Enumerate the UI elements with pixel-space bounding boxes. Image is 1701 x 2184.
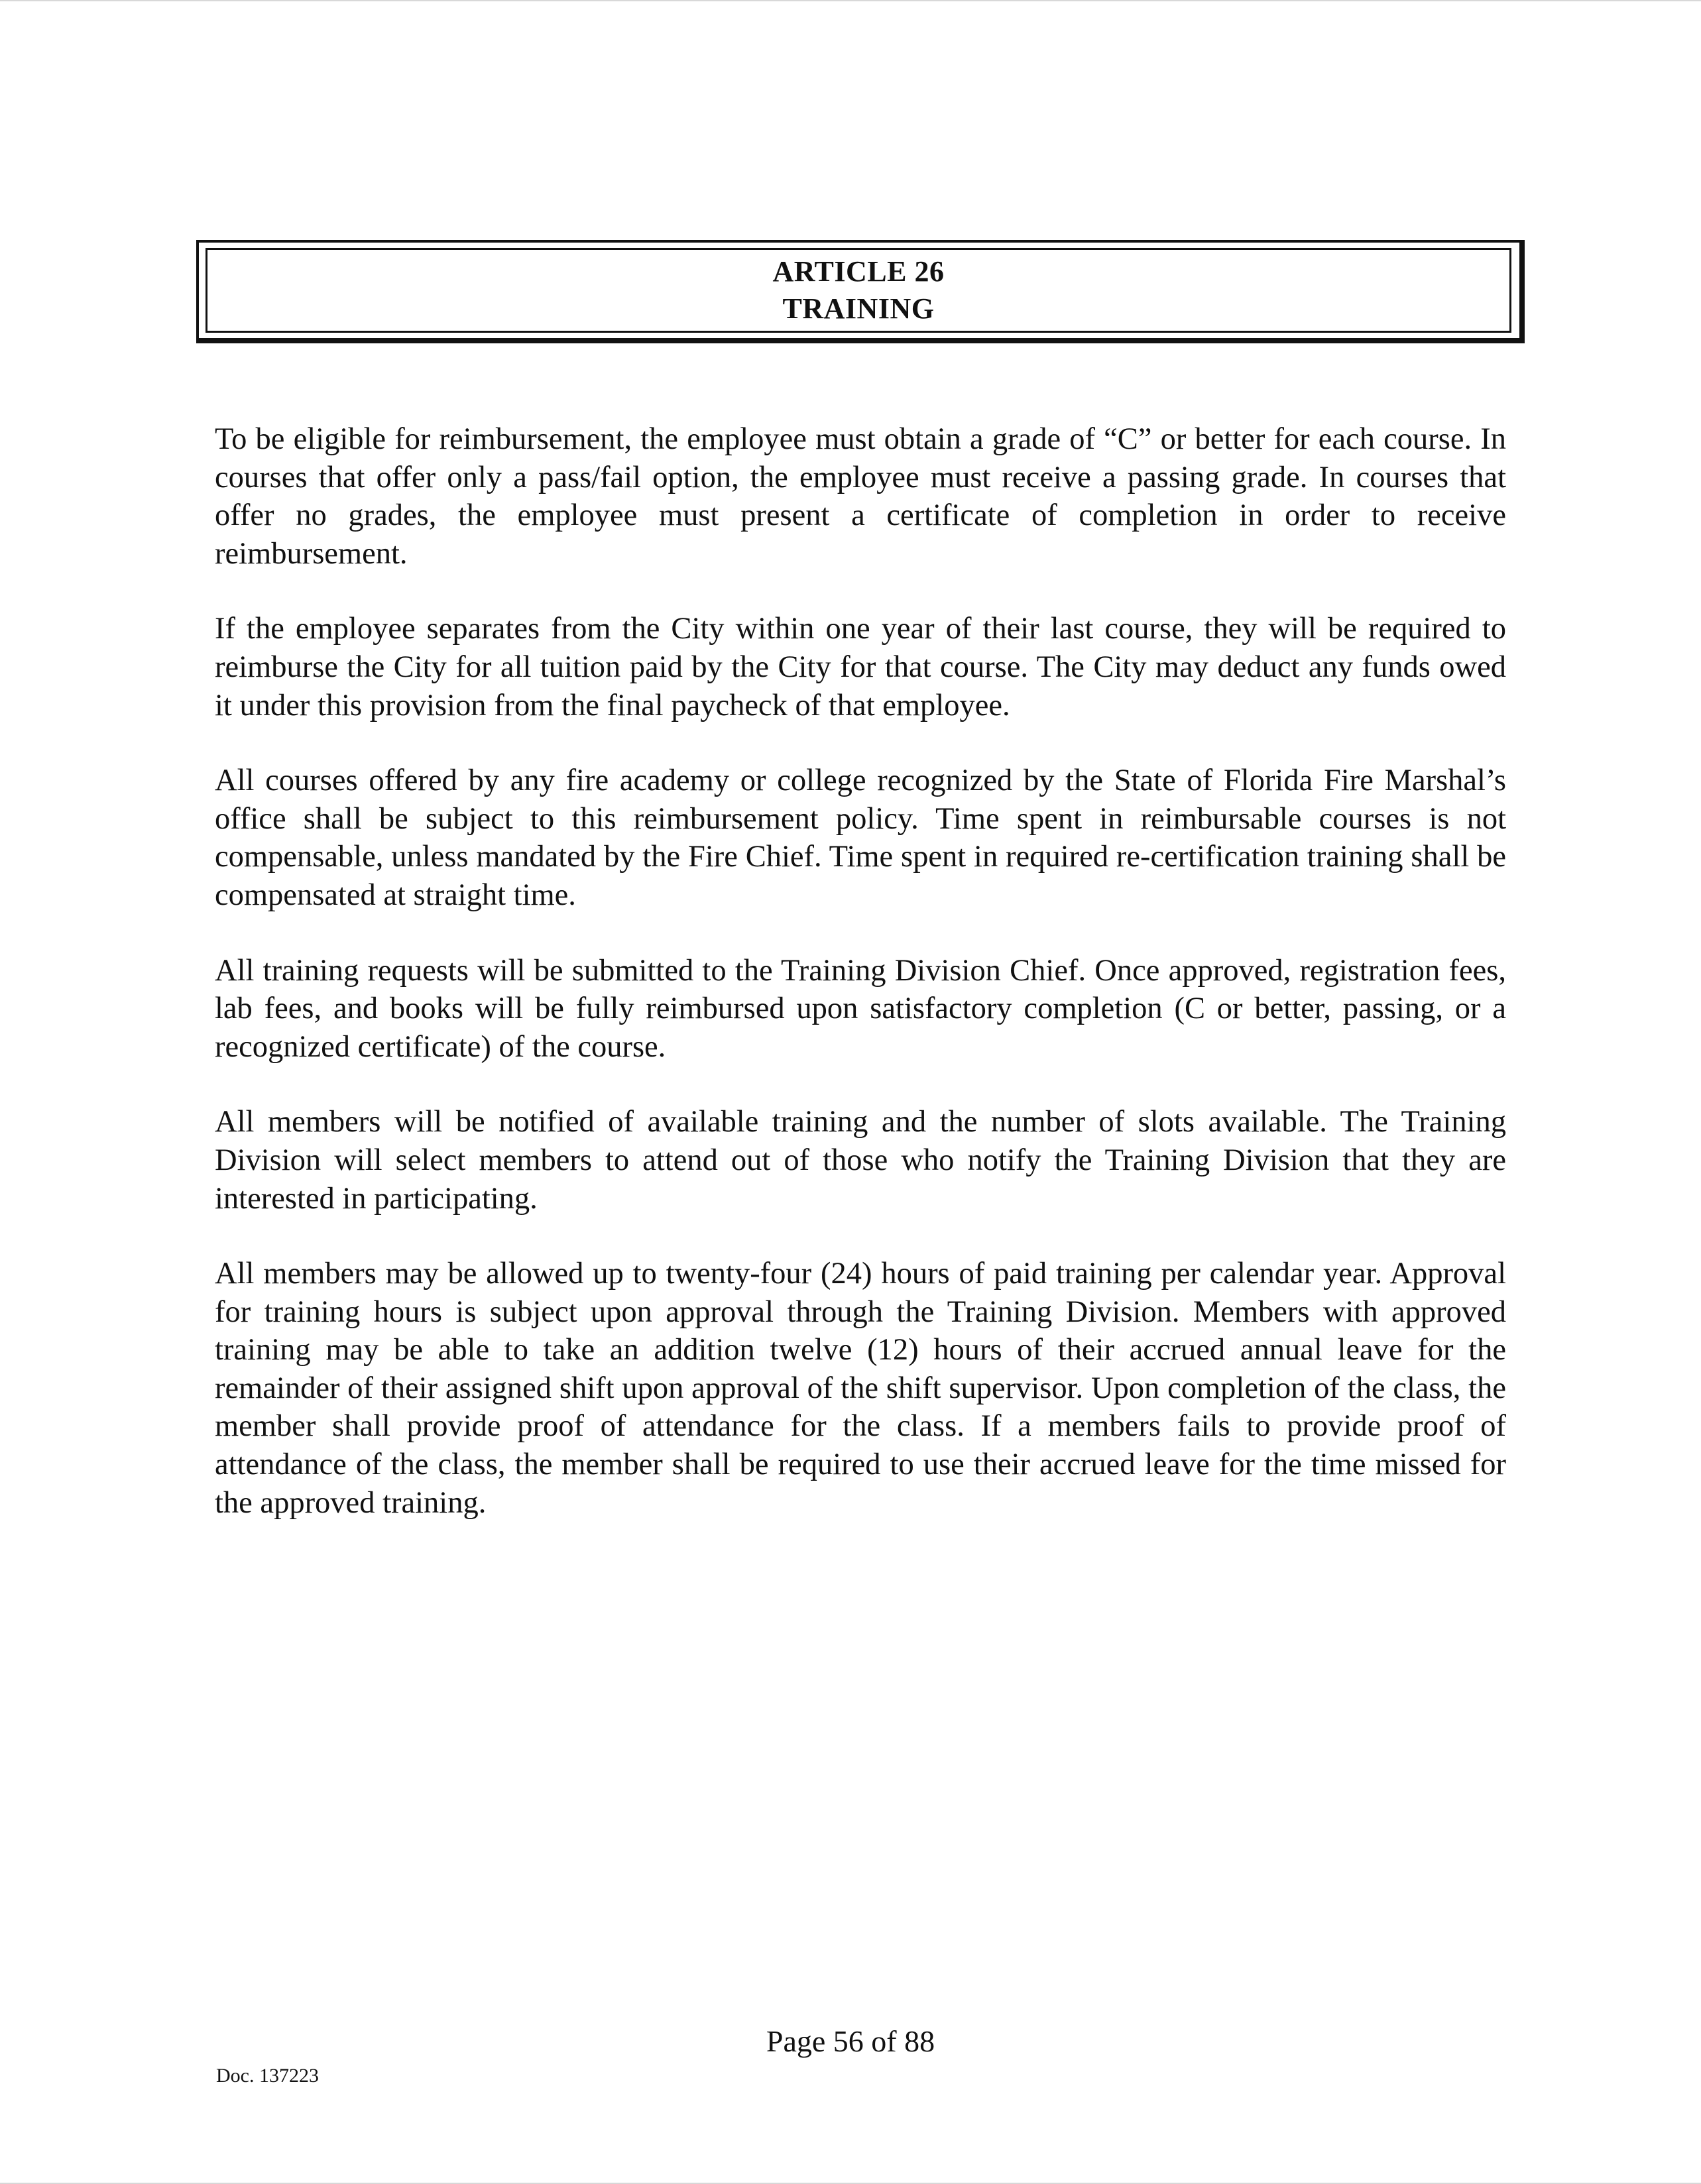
article-number: ARTICLE 26: [772, 255, 945, 288]
paragraph-courses-policy: All courses offered by any fire academy or college recognized by the State of Florida Fire Marshal’s office shall be subject to this reimbursement policy. Time spent in reimbursable courses is not compensable, unless mandated by the Fire Chief. Time spent in required re-certification training shall be compensated at straight time.: [215, 764, 1506, 912]
paragraph-paid-training-hours: All members may be allowed up to twenty-four (24) hours of paid training per calendar year. Approval for training hours is subject upon approval through the Training Division. Members with approved training may be able to take an addition twelve (12) hours of their accrued annual leave for the remainder of their assigned shift upon approval of the shift supervisor. Upon completion of the class, the member shall provide proof of attendance for the class. If a members fails to provide proof of attendance of the class, the member shall be required to use their accrued leave for the time missed for the approved training.: [215, 1257, 1506, 1520]
page-number: Page 56 of 88: [766, 2024, 935, 2058]
article-title: TRAINING: [782, 292, 935, 325]
article-body: [215, 420, 1506, 1559]
paragraph-separation-repayment: If the employee separates from the City within one year of their last course, they will be required to reimburse the City for all tuition paid by the City for that course. The City may deduct any funds owed it under this provision from the final paycheck of that employee.: [215, 612, 1506, 722]
paragraph-training-requests: All training requests will be submitted to the Training Division Chief. Once approved, registration fees, lab fees, and books will be fully reimbursed upon satisfactory completion (C or better, passing, or a recognized certificate) of the course.: [215, 953, 1506, 1064]
paragraph-notification: All members will be notified of available training and the number of slots available. The Training Division will select members to attend out of those who notify the Training Division that they are interested in participating.: [215, 1105, 1506, 1216]
document-id: Doc. 137223: [216, 2065, 319, 2087]
paragraph-reimbursement-grades: To be eligible for reimbursement, the employee must obtain a grade of “C” or better for each course. In courses that offer only a pass/fail option, the employee must receive a passing grade. In courses that offer no grades, the employee must present a certificate of completion in order to receive reimbursement.: [215, 422, 1506, 571]
article-header: [205, 253, 1511, 327]
